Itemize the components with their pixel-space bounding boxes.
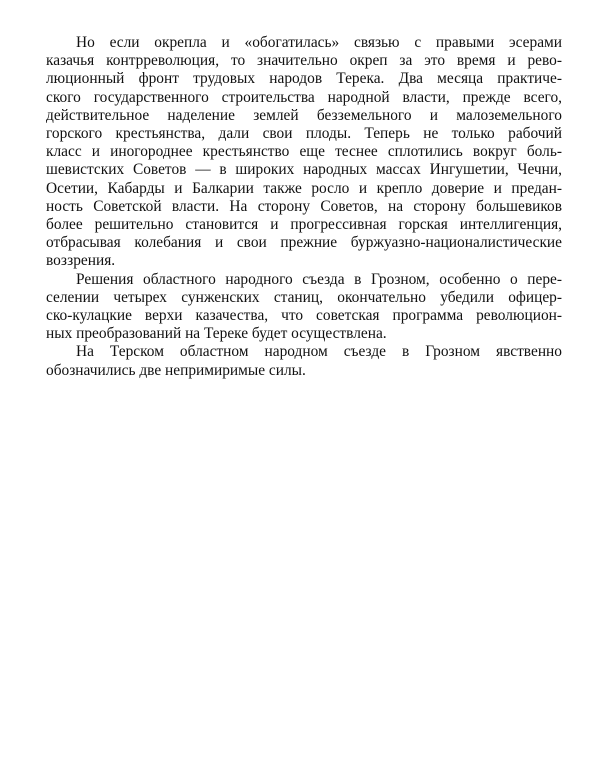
text-line: обозначились две непримиримые силы. <box>46 361 306 379</box>
text-line: люционный фронт трудовых народов Терека. Два месяца практиче- <box>46 70 562 88</box>
text-line: На Терском областном народном съезде в Грозном явственно <box>76 343 562 361</box>
text-line: более решительно становится и прогрессивная горская интеллигенция, <box>46 216 562 234</box>
text-line: Осетии, Кабарды и Балкарии также росло и крепло доверие и предан- <box>46 179 562 197</box>
text-line: Но если окрепла и «обогатилась» связью с правыми эсерами <box>76 34 562 51</box>
text-line: отбрасывая колебания и свои прежние буржуазно-националистические <box>46 234 562 252</box>
text-line: казачья контрреволюция, то значительно окреп за это время и рево- <box>46 52 562 70</box>
text-line: шевистских Советов — в широких народных массах Ингушетии, Чечни, <box>46 161 562 179</box>
text-line: горского крестьянства, дали свои плоды. Теперь не только рабочий <box>46 125 562 143</box>
text-line: селении четырех сунженских станиц, окончательно убедили офицер- <box>46 288 562 306</box>
text-line: ско-кулацкие верхи казачества, что советская программа революцион- <box>46 307 562 325</box>
text-line: Решения областного народного съезда в Грозном, особенно о пере- <box>76 270 562 288</box>
text-line: ского государственного строительства народной власти, прежде всего, <box>46 88 562 106</box>
paragraph-2 <box>46 271 562 344</box>
text-line: класс и иногороднее крестьянство еще теснее сплотились вокруг боль- <box>46 143 562 161</box>
text-line: ных преобразований на Тереке будет осуществлена. <box>46 325 387 343</box>
paragraph-1 <box>46 34 562 271</box>
document-page <box>46 34 562 380</box>
text-line: действительное наделение землей безземельного и малоземельного <box>46 106 562 124</box>
text-line: воззрения. <box>46 252 116 270</box>
paragraph-3 <box>46 343 562 379</box>
text-line: ность Советской власти. На сторону Советов, на сторону большевиков <box>46 197 562 215</box>
